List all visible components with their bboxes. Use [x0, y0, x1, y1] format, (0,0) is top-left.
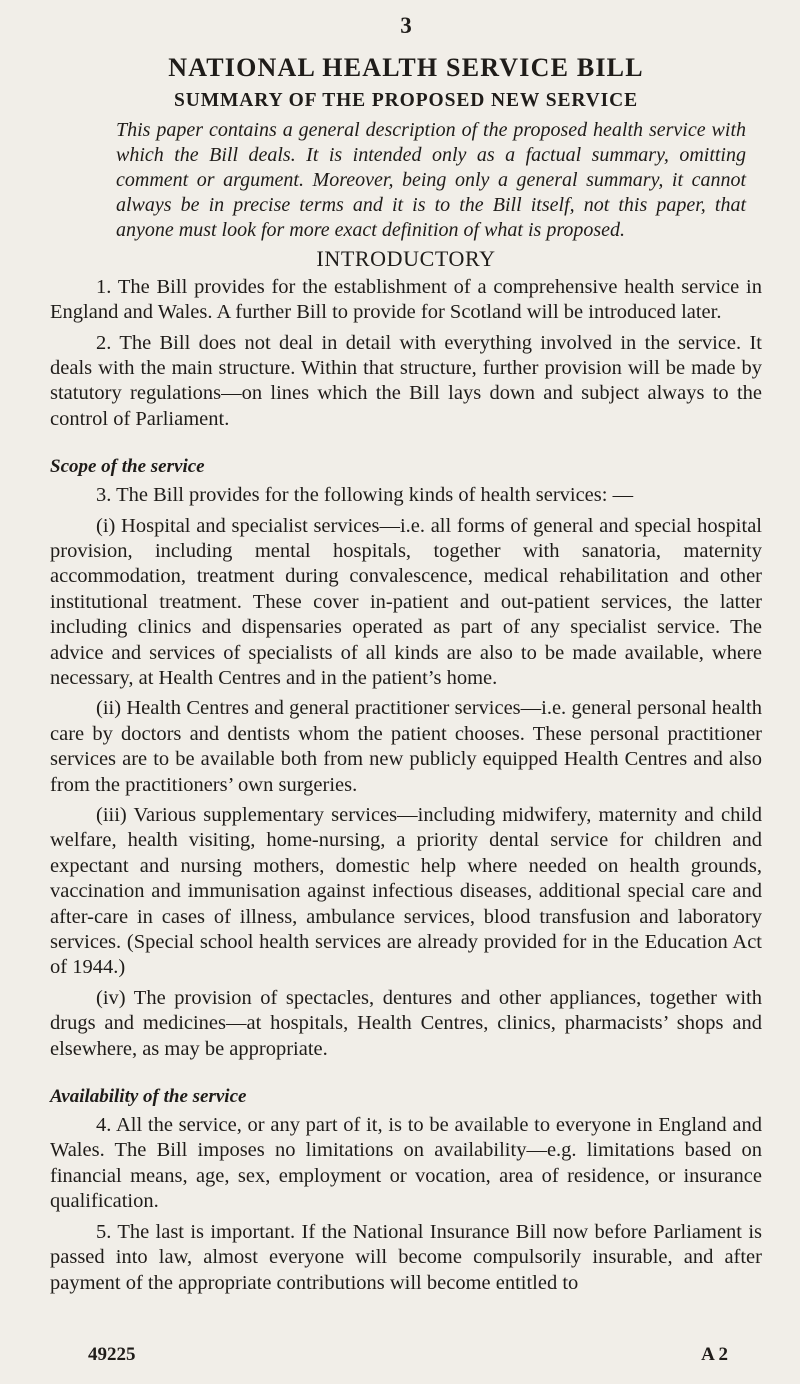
paragraph-1: 1. The Bill provides for the establishment of a comprehensive health service in England and Wales. A further Bill to provide for Scotland will be introduced later. — [50, 275, 762, 324]
intro-note: This paper contains a general description of the proposed health service with which the Bill deals. It is intended only as a factual summary, omitting comment or argument. Moreover, being only a general summary, it cannot always be in precise terms and it is to the Bill itself, not this paper, that anyone must look for more exact definition of what is proposed. — [116, 119, 746, 242]
paragraph-3-ii: (ii) Health Centres and general practitioner services—i.e. general personal health care by doctors and dentists whom the patient chooses. These personal practitioner services are to be available both from new publicly equipped Health Centres and also from the practitioners’ own surgeries. — [50, 697, 762, 796]
document-title: NATIONAL HEALTH SERVICE BILL — [168, 53, 644, 82]
document-subtitle: SUMMARY OF THE PROPOSED NEW SERVICE — [173, 89, 639, 111]
section-heading-scope: Scope of the service — [50, 456, 205, 478]
paragraph-2: 2. The Bill does not deal in detail with everything involved in the service. It deals with the main structure. Within that structure, further provision will be made by statutory regulations—on lines which the Bill lays down and subject always to the control of Parliament. — [50, 331, 762, 430]
section-availability — [50, 1084, 762, 1296]
section-scope — [50, 454, 762, 1062]
section-introductory — [50, 246, 762, 432]
print-code: 49225 — [88, 1344, 136, 1365]
section-heading-introductory: INTRODUCTORY — [316, 246, 496, 272]
paragraph-3-i: (i) Hospital and specialist services—i.e. all forms of general and special hospital provision, including mental hospitals, together with sanatoria, maternity accommodation, treatment during convalescence, medical rehabilitation and other institutional treatment. These cover in-patient and out-patient services, the latter including clinics and dispensaries operated as part of any specialist service. The advice and services of specialists of all kinds are also to be made available, where necessary, at Health Centres and in the patient’s home. — [50, 514, 762, 689]
paragraph-3: 3. The Bill provides for the following kinds of health services: — — [96, 484, 634, 507]
section-heading-availability: Availability of the service — [50, 1086, 247, 1108]
paragraph-3-iii: (iii) Various supplementary services—including midwifery, maternity and child welfare, health visiting, home-nursing, a priority dental service for children and expectant and nursing mothers, domestic help where needed on health grounds, vaccination and immunisation against infectious diseases, additional special care and after-care in cases of illness, ambulance services, blood transfusion and laboratory services. (Special school health services are already provided for in the Education Act of 1944.) — [50, 804, 762, 979]
paragraph-4: 4. All the service, or any part of it, is to be available to everyone in England and Wales. The Bill imposes no limitations on availability—e.g. limitations based on financial means, age, sex, employment or vocation, area of residence, or insurance qualification. — [50, 1114, 762, 1213]
paragraph-3-iv: (iv) The provision of spectacles, dentures and other appliances, together with drugs and medicines—at hospitals, Health Centres, clinics, pharmacists’ shops and elsewhere, as may be appropriate. — [50, 986, 762, 1060]
page-footer — [88, 1344, 728, 1366]
paragraph-5: 5. The last is important. If the National Insurance Bill now before Parliament is passed into law, almost everyone will become compulsorily insurable, and after payment of the appropriate contributions will become entitled to — [50, 1220, 762, 1294]
page-number: 3 — [400, 13, 412, 38]
signature-mark: A 2 — [701, 1344, 728, 1365]
